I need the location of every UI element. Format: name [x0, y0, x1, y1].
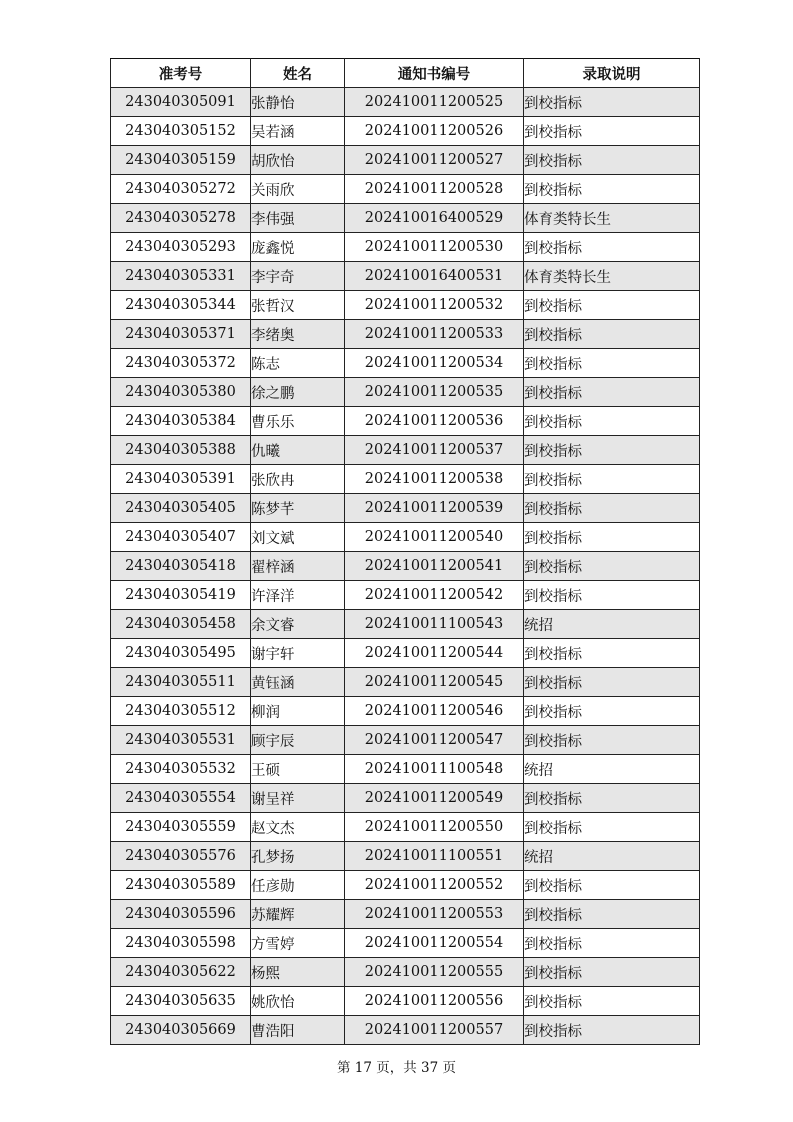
notice-number-cell: 202410011200555 — [345, 958, 524, 987]
notice-number-cell: 202410011200553 — [345, 900, 524, 929]
notice-number-cell: 202410011200538 — [345, 465, 524, 494]
table-row — [111, 349, 700, 378]
student-name-cell: 翟梓涵 — [251, 552, 345, 581]
table-row — [111, 523, 700, 552]
admission-note-cell: 到校指标 — [524, 726, 700, 755]
exam-number-cell: 243040305272 — [111, 175, 251, 204]
admission-note-cell: 到校指标 — [524, 581, 700, 610]
header-admission-note: 录取说明 — [524, 59, 700, 88]
student-name-cell: 李伟强 — [251, 204, 345, 233]
notice-number-cell: 202410011200539 — [345, 494, 524, 523]
notice-number-cell: 202410011200552 — [345, 871, 524, 900]
notice-number-cell: 202410011100551 — [345, 842, 524, 871]
page-number-footer: 第 17 页，共 37 页 — [336, 1060, 457, 1076]
notice-number-cell: 202410011200536 — [345, 407, 524, 436]
table-row — [111, 987, 700, 1016]
exam-number-cell: 243040305384 — [111, 407, 251, 436]
exam-number-cell: 243040305596 — [111, 900, 251, 929]
table-row — [111, 871, 700, 900]
admission-note-cell: 到校指标 — [524, 929, 700, 958]
admission-note-cell: 到校指标 — [524, 407, 700, 436]
admission-note-cell: 到校指标 — [524, 146, 700, 175]
table-row — [111, 378, 700, 407]
student-name-cell: 张欣冉 — [251, 465, 345, 494]
admission-note-cell: 到校指标 — [524, 871, 700, 900]
notice-number-cell: 202410011200537 — [345, 436, 524, 465]
exam-number-cell: 243040305458 — [111, 610, 251, 639]
notice-number-cell: 202410011200528 — [345, 175, 524, 204]
exam-number-cell: 243040305669 — [111, 1016, 251, 1045]
notice-number-cell: 202410011200534 — [345, 349, 524, 378]
notice-number-cell: 202410011200541 — [345, 552, 524, 581]
exam-number-cell: 243040305380 — [111, 378, 251, 407]
table-row — [111, 407, 700, 436]
table-row — [111, 697, 700, 726]
student-name-cell: 曹浩阳 — [251, 1016, 345, 1045]
table-row — [111, 639, 700, 668]
student-name-cell: 姚欣怡 — [251, 987, 345, 1016]
table-row — [111, 668, 700, 697]
exam-number-cell: 243040305532 — [111, 755, 251, 784]
table-row — [111, 436, 700, 465]
exam-number-cell: 243040305512 — [111, 697, 251, 726]
admission-note-cell: 到校指标 — [524, 668, 700, 697]
exam-number-cell: 243040305405 — [111, 494, 251, 523]
admission-note-cell: 体育类特长生 — [524, 262, 700, 291]
table-row — [111, 320, 700, 349]
student-name-cell: 任彦勋 — [251, 871, 345, 900]
student-name-cell: 孔梦扬 — [251, 842, 345, 871]
table-row — [111, 813, 700, 842]
header-exam-number: 准考号 — [111, 59, 251, 88]
admission-note-cell: 到校指标 — [524, 88, 700, 117]
student-name-cell: 柳润 — [251, 697, 345, 726]
admission-note-cell: 到校指标 — [524, 436, 700, 465]
notice-number-cell: 202410016400529 — [345, 204, 524, 233]
student-name-cell: 张静怡 — [251, 88, 345, 117]
admission-note-cell: 到校指标 — [524, 320, 700, 349]
exam-number-cell: 243040305278 — [111, 204, 251, 233]
student-name-cell: 许泽洋 — [251, 581, 345, 610]
admission-note-cell: 到校指标 — [524, 552, 700, 581]
admission-note-cell: 到校指标 — [524, 117, 700, 146]
student-name-cell: 仇曦 — [251, 436, 345, 465]
notice-number-cell: 202410011200542 — [345, 581, 524, 610]
exam-number-cell: 243040305371 — [111, 320, 251, 349]
header-name: 姓名 — [251, 59, 345, 88]
admission-note-cell: 到校指标 — [524, 784, 700, 813]
notice-number-cell: 202410011200533 — [345, 320, 524, 349]
admission-note-cell: 到校指标 — [524, 697, 700, 726]
admission-table — [110, 58, 700, 1045]
table-row — [111, 784, 700, 813]
admission-note-cell: 到校指标 — [524, 813, 700, 842]
notice-number-cell: 202410011100543 — [345, 610, 524, 639]
exam-number-cell: 243040305576 — [111, 842, 251, 871]
admission-note-cell: 统招 — [524, 610, 700, 639]
table-row — [111, 552, 700, 581]
student-name-cell: 张哲汉 — [251, 291, 345, 320]
table-row — [111, 146, 700, 175]
admission-note-cell: 到校指标 — [524, 233, 700, 262]
table-row — [111, 88, 700, 117]
admission-note-cell: 统招 — [524, 755, 700, 784]
admission-note-cell: 到校指标 — [524, 639, 700, 668]
exam-number-cell: 243040305511 — [111, 668, 251, 697]
student-name-cell: 关雨欣 — [251, 175, 345, 204]
admission-note-cell: 到校指标 — [524, 378, 700, 407]
table-row — [111, 175, 700, 204]
table-row — [111, 755, 700, 784]
admission-note-cell: 统招 — [524, 842, 700, 871]
exam-number-cell: 243040305407 — [111, 523, 251, 552]
table-row — [111, 494, 700, 523]
exam-number-cell: 243040305418 — [111, 552, 251, 581]
notice-number-cell: 202410011200540 — [345, 523, 524, 552]
notice-number-cell: 202410011200550 — [345, 813, 524, 842]
student-name-cell: 曹乐乐 — [251, 407, 345, 436]
admission-note-cell: 到校指标 — [524, 1016, 700, 1045]
table-row — [111, 900, 700, 929]
table-header-row — [111, 59, 700, 88]
student-name-cell: 赵文杰 — [251, 813, 345, 842]
student-name-cell: 李绪奥 — [251, 320, 345, 349]
student-name-cell: 徐之鹏 — [251, 378, 345, 407]
student-name-cell: 方雪婷 — [251, 929, 345, 958]
student-name-cell: 苏耀辉 — [251, 900, 345, 929]
notice-number-cell: 202410011200544 — [345, 639, 524, 668]
notice-number-cell: 202410016400531 — [345, 262, 524, 291]
notice-number-cell: 202410011200556 — [345, 987, 524, 1016]
student-name-cell: 李宇奇 — [251, 262, 345, 291]
exam-number-cell: 243040305091 — [111, 88, 251, 117]
admission-note-cell: 到校指标 — [524, 958, 700, 987]
exam-number-cell: 243040305554 — [111, 784, 251, 813]
exam-number-cell: 243040305559 — [111, 813, 251, 842]
admission-note-cell: 到校指标 — [524, 349, 700, 378]
exam-number-cell: 243040305635 — [111, 987, 251, 1016]
student-name-cell: 吴若涵 — [251, 117, 345, 146]
table-row — [111, 291, 700, 320]
notice-number-cell: 202410011200545 — [345, 668, 524, 697]
exam-number-cell: 243040305331 — [111, 262, 251, 291]
notice-number-cell: 202410011100548 — [345, 755, 524, 784]
student-name-cell: 胡欣怡 — [251, 146, 345, 175]
admission-note-cell: 到校指标 — [524, 523, 700, 552]
exam-number-cell: 243040305293 — [111, 233, 251, 262]
table-row — [111, 929, 700, 958]
table-body — [111, 88, 700, 1045]
student-name-cell: 余文睿 — [251, 610, 345, 639]
table-row — [111, 842, 700, 871]
exam-number-cell: 243040305589 — [111, 871, 251, 900]
header-notice-number: 通知书编号 — [345, 59, 524, 88]
admission-note-cell: 到校指标 — [524, 900, 700, 929]
admission-note-cell: 到校指标 — [524, 291, 700, 320]
table-row — [111, 958, 700, 987]
student-name-cell: 黄钰涵 — [251, 668, 345, 697]
notice-number-cell: 202410011200557 — [345, 1016, 524, 1045]
exam-number-cell: 243040305495 — [111, 639, 251, 668]
table-row — [111, 1016, 700, 1045]
notice-number-cell: 202410011200549 — [345, 784, 524, 813]
exam-number-cell: 243040305159 — [111, 146, 251, 175]
notice-number-cell: 202410011200526 — [345, 117, 524, 146]
notice-number-cell: 202410011200532 — [345, 291, 524, 320]
table-row — [111, 581, 700, 610]
table-row — [111, 233, 700, 262]
table-row — [111, 117, 700, 146]
notice-number-cell: 202410011200547 — [345, 726, 524, 755]
student-name-cell: 陈志 — [251, 349, 345, 378]
admission-note-cell: 到校指标 — [524, 987, 700, 1016]
table-row — [111, 726, 700, 755]
exam-number-cell: 243040305152 — [111, 117, 251, 146]
admission-note-cell: 到校指标 — [524, 494, 700, 523]
exam-number-cell: 243040305419 — [111, 581, 251, 610]
student-name-cell: 谢呈祥 — [251, 784, 345, 813]
student-name-cell: 刘文斌 — [251, 523, 345, 552]
student-name-cell: 庞鑫悦 — [251, 233, 345, 262]
exam-number-cell: 243040305531 — [111, 726, 251, 755]
notice-number-cell: 202410011200525 — [345, 88, 524, 117]
exam-number-cell: 243040305372 — [111, 349, 251, 378]
notice-number-cell: 202410011200554 — [345, 929, 524, 958]
exam-number-cell: 243040305391 — [111, 465, 251, 494]
exam-number-cell: 243040305344 — [111, 291, 251, 320]
notice-number-cell: 202410011200546 — [345, 697, 524, 726]
student-name-cell: 王硕 — [251, 755, 345, 784]
admission-note-cell: 体育类特长生 — [524, 204, 700, 233]
admission-note-cell: 到校指标 — [524, 465, 700, 494]
exam-number-cell: 243040305622 — [111, 958, 251, 987]
table-row — [111, 465, 700, 494]
notice-number-cell: 202410011200530 — [345, 233, 524, 262]
student-name-cell: 杨熙 — [251, 958, 345, 987]
notice-number-cell: 202410011200535 — [345, 378, 524, 407]
notice-number-cell: 202410011200527 — [345, 146, 524, 175]
table-row — [111, 610, 700, 639]
admission-note-cell: 到校指标 — [524, 175, 700, 204]
table-row — [111, 262, 700, 291]
table-row — [111, 204, 700, 233]
student-name-cell: 陈梦芊 — [251, 494, 345, 523]
exam-number-cell: 243040305388 — [111, 436, 251, 465]
student-name-cell: 顾宇辰 — [251, 726, 345, 755]
student-name-cell: 谢宇轩 — [251, 639, 345, 668]
exam-number-cell: 243040305598 — [111, 929, 251, 958]
